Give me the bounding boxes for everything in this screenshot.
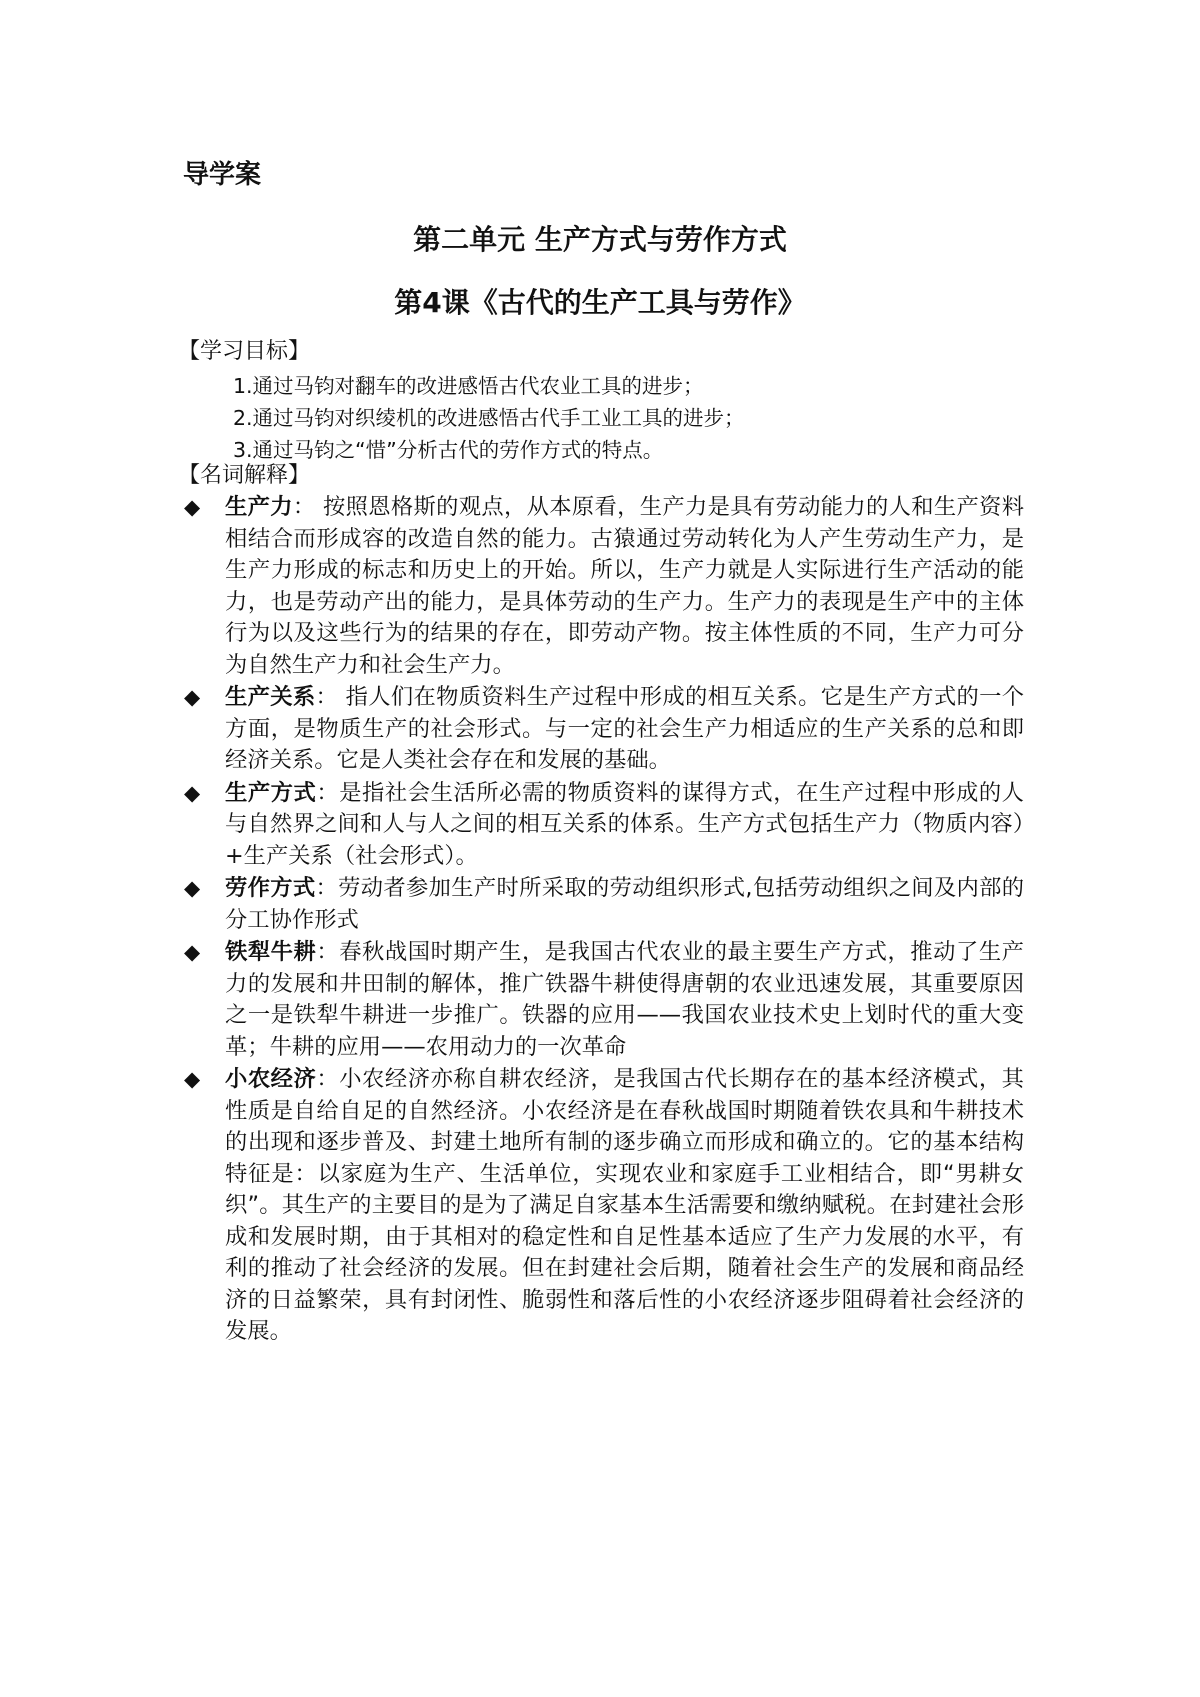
- term-definition: 小农经济亦称自耕农经济，是我国古代长期存在的基本经济模式，其性质是自给自足的自然经济。小农经济是在春秋战国时期随着铁农具和牛耕技术的出现和逐步普及、封建土地所有制的逐步确立而形成和确立的。它的基本结构特征是：以家庭为生产、生活单位，实现农业和家庭手工业相结合，即“男耕女织”。其生产的主要目的是为了满足自家基本生活需要和缴纳赋税。在封建社会形成和发展时期，由于其相对的稳定性和自足性基本适应了生产力发展的水平，有利的推动了社会经济的发展。但在封建社会后期，随着社会生产的发展和商品经济的日益繁荣，具有封闭性、脆弱性和落后性的小农经济逐步阻碍着社会经济的发展。: [225, 1066, 1024, 1344]
- glossary-list: [184, 492, 1024, 1348]
- glossary-term: [184, 937, 1024, 1063]
- term-separator: ：: [315, 684, 346, 710]
- term-definition: 劳动者参加生产时所采取的劳动组织形式,包括劳动组织之间及内部的分工协作形式: [225, 875, 1024, 933]
- term-name: 生产方式: [225, 779, 317, 806]
- lesson-title: 第4课《古代的生产工具与劳作》: [394, 286, 806, 319]
- diamond-bullet-icon: ◆: [184, 876, 201, 900]
- term-definition: 是指社会生活所必需的物质资料的谋得方式，在生产过程中形成的人与自然界之间和人与人之间的相互关系的体系。生产方式包括生产力（物质内容）+生产关系（社会形式）。: [225, 779, 1024, 869]
- diamond-bullet-icon: ◆: [184, 685, 201, 709]
- diamond-bullet-icon: ◆: [184, 1067, 201, 1091]
- term-separator: ：: [315, 875, 339, 901]
- glossary-term: [184, 682, 1024, 777]
- document-label: 导学案: [183, 160, 262, 190]
- term-name: 生产力: [225, 494, 293, 520]
- term-name: 劳作方式: [225, 875, 316, 901]
- glossary-heading: 【名词解释】: [178, 463, 311, 488]
- term-separator: ：: [292, 494, 323, 520]
- term-separator: ：: [316, 939, 340, 965]
- glossary-term: [184, 492, 1024, 681]
- objectives-list: [233, 370, 745, 466]
- term-separator: ：: [316, 1066, 340, 1092]
- glossary-term: [184, 873, 1024, 936]
- term-name: 铁犁牛耕: [225, 939, 317, 965]
- glossary-term: [184, 1064, 1024, 1348]
- diamond-bullet-icon: ◆: [184, 940, 201, 964]
- glossary-term: [184, 778, 1024, 873]
- term-name: 小农经济: [225, 1066, 317, 1092]
- diamond-bullet-icon: ◆: [184, 495, 201, 519]
- term-definition: 春秋战国时期产生，是我国古代农业的最主要生产方式，推动了生产力的发展和井田制的解体，推广铁器牛耕使得唐朝的农业迅速发展，其重要原因之一是铁犁牛耕进一步推广。铁器的应用——我国农业技术史上划时代的重大变革；牛耕的应用——农用动力的一次革命: [225, 939, 1024, 1060]
- term-definition: 指人们在物质资料生产过程中形成的相互关系。它是生产方式的一个方面，是物质生产的社会形式。与一定的社会生产力相适应的生产关系的总和即经济关系。它是人类社会存在和发展的基础。: [225, 684, 1024, 773]
- term-name: 生产关系: [225, 684, 316, 710]
- term-separator: ：: [316, 779, 340, 806]
- unit-title: 第二单元 生产方式与劳作方式: [413, 223, 787, 256]
- diamond-bullet-icon: ◆: [184, 780, 201, 805]
- term-definition: 按照恩格斯的观点，从本原看，生产力是具有劳动能力的人和生产资料相结合而形成容的改造自然的能力。古猿通过劳动转化为人产生劳动生产力，是生产力形成的标志和历史上的开始。所以，生产力就是人实际进行生产活动的能力，也是劳动产出的能力，是具体劳动的生产力。生产力的表现是生产中的主体行为以及这些行为的结果的存在，即劳动产物。按主体性质的不同，生产力可分为自然生产力和社会生产力。: [225, 494, 1024, 678]
- objectives-heading: 【学习目标】: [178, 339, 311, 364]
- objective-item: 2.通过马钧对织绫机的改进感悟古代手工业工具的进步；: [233, 406, 745, 430]
- objective-item: 3.通过马钧之“惜”分析古代的劳作方式的特点。: [233, 438, 664, 462]
- objective-item: 1.通过马钧对翻车的改进感悟古代农业工具的进步；: [233, 374, 704, 398]
